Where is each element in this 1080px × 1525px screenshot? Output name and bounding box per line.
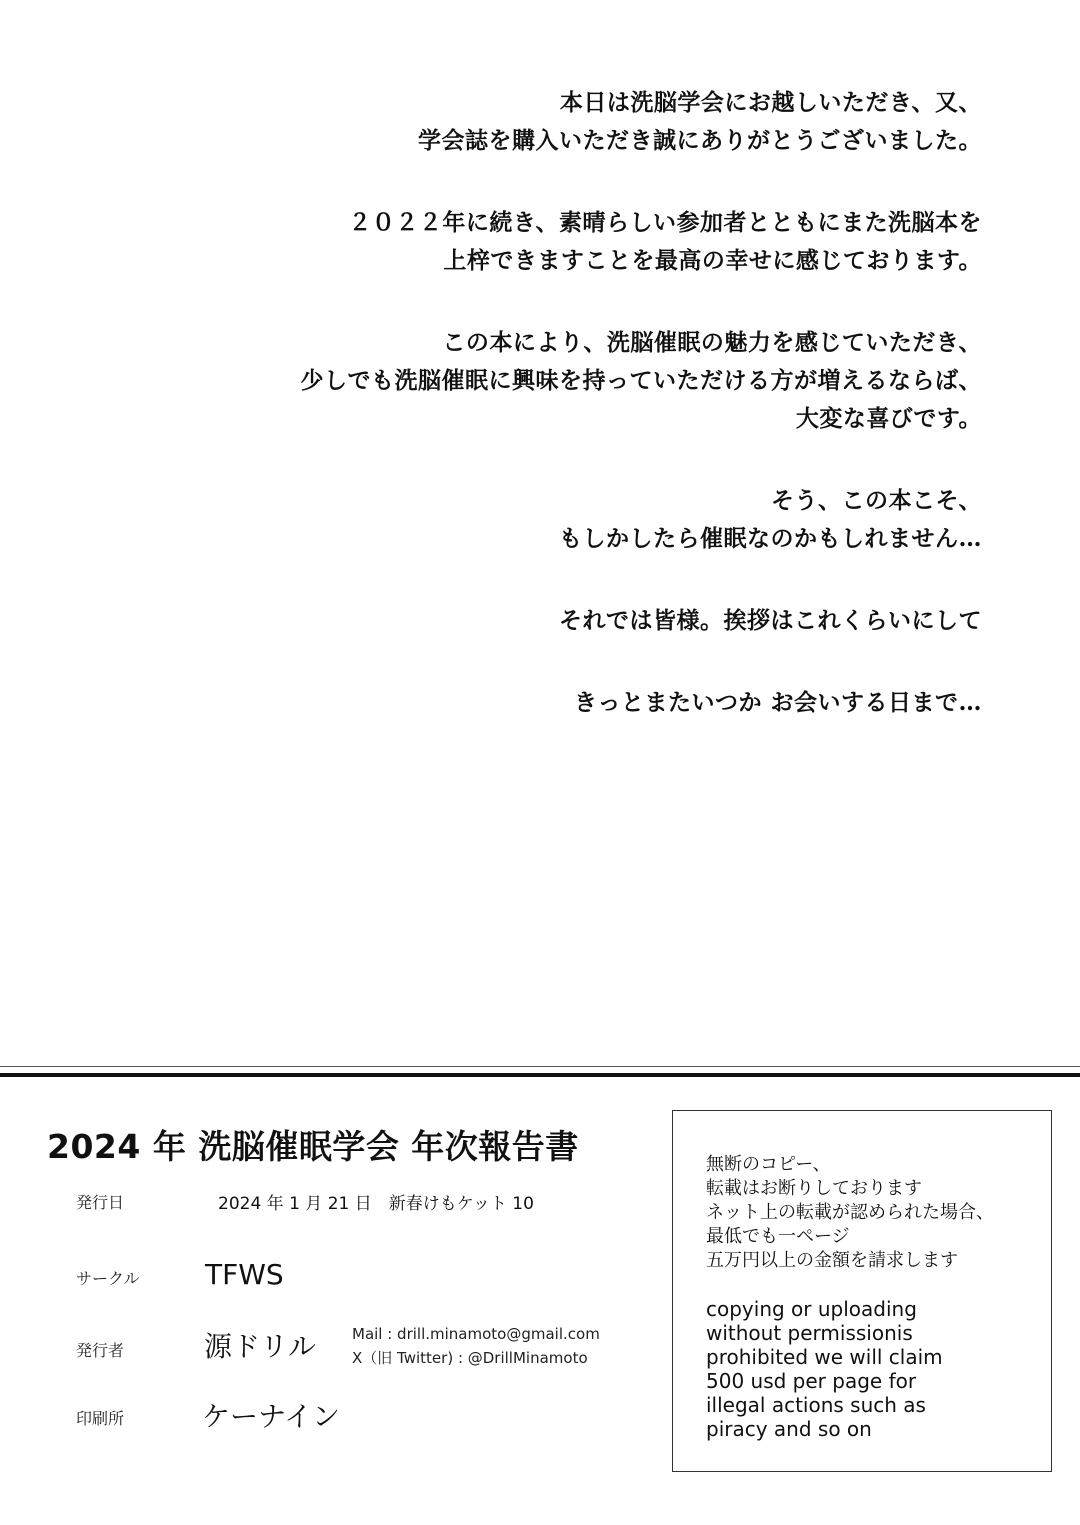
afterword-message [82, 84, 982, 766]
notice-line: 500 usd per page for [706, 1369, 917, 1393]
notice-line: ネット上の転載が認められた場合、 [706, 1202, 994, 1223]
notice-japanese [706, 1153, 1041, 1273]
afterword-line: もしかしたら催眠なのかもしれません… [559, 525, 982, 552]
notice-line: 最低でも一ページ [706, 1226, 850, 1247]
notice-line: 五万円以上の金額を請求します [706, 1250, 958, 1271]
afterword-line: 上梓できますことを最高の幸せに感じております。 [443, 247, 982, 274]
afterword-line: ２０２２年に続き、素晴らしい参加者とともにまた洗脳本を [348, 209, 982, 236]
issue-date-label: 発行日 [76, 1193, 125, 1212]
afterword-paragraph [82, 602, 982, 640]
afterword-line: そう、この本こそ、 [770, 487, 982, 514]
notice-line: 無断のコピー、 [706, 1154, 831, 1175]
publisher-label: 発行者 [76, 1341, 125, 1360]
circle-label: サークル [76, 1269, 140, 1288]
afterword-paragraph [82, 684, 982, 722]
afterword-line: 少しでも洗脳催眠に興味を持っていただける方が増えるならば、 [300, 367, 982, 394]
afterword-paragraph [82, 204, 982, 280]
divider-thick [0, 1073, 1080, 1077]
afterword-line: 本日は洗脳学会にお越しいただき、又、 [559, 89, 982, 116]
contact-x: X（旧 Twitter) : @DrillMinamoto [352, 1349, 588, 1367]
afterword-paragraph [82, 482, 982, 558]
notice-line: prohibited we will claim [706, 1345, 943, 1369]
publisher-value: 源ドリル [204, 1330, 317, 1363]
circle-value: TFWS [205, 1258, 284, 1291]
colophon-title: 2024 年 洗脳催眠学会 年次報告書 [47, 1127, 579, 1166]
divider-thin [0, 1066, 1080, 1067]
afterword-line: きっとまたいつか お会いする日まで… [573, 689, 982, 716]
afterword-line: それでは皆様。挨拶はこれくらいにして [559, 607, 982, 634]
afterword-line: 学会誌を購入いただき誠にありがとうございました。 [418, 127, 982, 154]
afterword-line: この本により、洗脳催眠の魅力を感じていただき、 [442, 329, 982, 356]
afterword-line: 大変な喜びです。 [795, 405, 982, 432]
issue-date-value: 2024 年 1 月 21 日 新春けもケット 10 [218, 1194, 534, 1214]
afterword-paragraph [82, 324, 982, 438]
notice-line: illegal actions such as [706, 1393, 926, 1417]
contact-mail: Mail : drill.minamoto@gmail.com [352, 1325, 600, 1343]
afterword-paragraph [82, 84, 982, 160]
notice-english [706, 1297, 1041, 1441]
copyright-notice-box [672, 1110, 1052, 1472]
notice-line: without permissionis [706, 1321, 913, 1345]
notice-line: 転載はお断りしております [706, 1178, 922, 1199]
notice-line: piracy and so on [706, 1417, 872, 1441]
printer-label: 印刷所 [76, 1409, 125, 1428]
notice-line: copying or uploading [706, 1297, 917, 1321]
printer-value: ケーナイン [202, 1400, 341, 1433]
publisher-contact [352, 1322, 600, 1370]
